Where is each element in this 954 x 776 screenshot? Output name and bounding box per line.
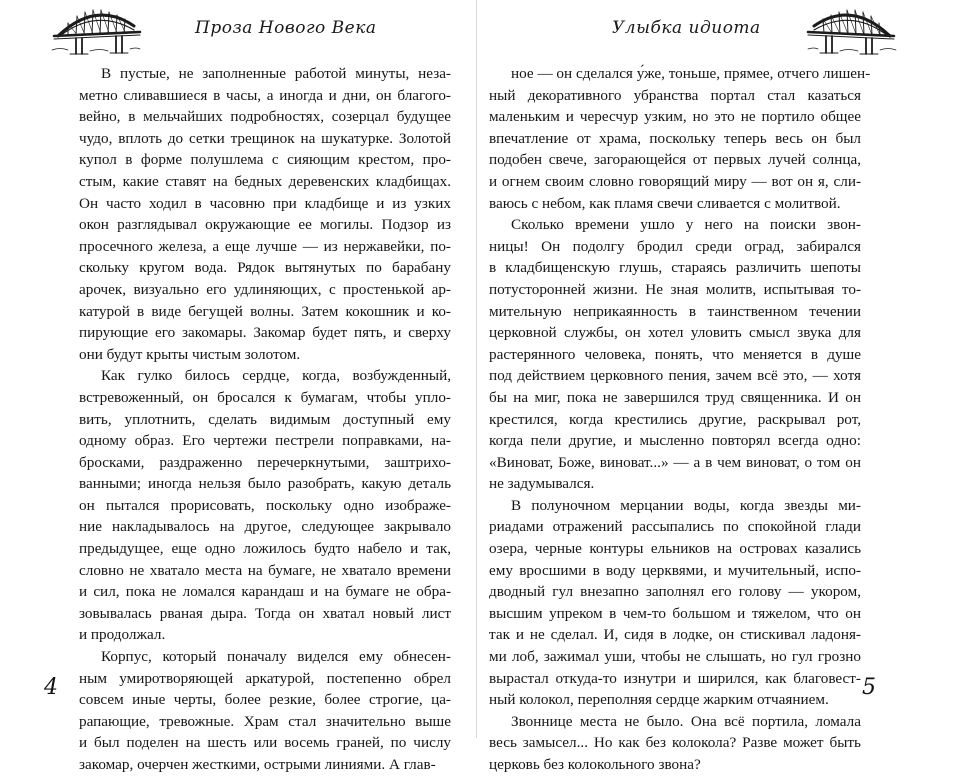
- text-line: предыдущее, еще одно ложилось будто набело и так,: [79, 540, 451, 558]
- text-line: ванными; иногда нельзя было разобрать, какую деталь: [79, 475, 451, 493]
- text-line: ным умиротворяющей аркатурой, постепенно обрел: [79, 669, 451, 687]
- text-line: высшим упреком в чем-то большом и тяжелом, что он: [489, 604, 861, 622]
- paragraph: [489, 214, 861, 495]
- text-line: бы на миг, пока не завершился труд священника. И он: [489, 388, 861, 406]
- text-line: в кладбищенскую глушь, стараясь различить шепоты: [489, 259, 861, 277]
- running-head-right: Улыбка идиота: [612, 18, 761, 38]
- page-number-right: 5: [862, 675, 876, 700]
- paragraph: [79, 646, 451, 776]
- text-line: не задумывался.: [489, 475, 595, 493]
- text-line: потусторонней жизни. Не зная молитв, испытывая то-: [489, 280, 861, 298]
- bridge-icon: [50, 2, 142, 56]
- text-line: ный колокол, переполняя сердце жарким отчаянием.: [489, 691, 829, 709]
- text-line: мительную неприкаянность в таинственном течении: [489, 302, 861, 320]
- text-line: Сколько времени ушло у него на поиски звон-: [511, 216, 861, 234]
- text-line: вейно, в мельчайших подробностях, созерцал будущее: [79, 108, 451, 126]
- text-line: ный декоративного убранства портал стал казаться: [489, 86, 861, 104]
- text-line: церковь без колокольного звона?: [489, 756, 701, 773]
- text-line: арочек, визуально его удлиняющих, с простенькой ар-: [79, 280, 451, 298]
- paragraph: [79, 63, 451, 365]
- text-line: впечатление от храма, поскольку теперь весь он был: [489, 129, 861, 147]
- page-number-left: 4: [44, 675, 58, 700]
- text-line: закомар, очерчен жесткими, острыми линиями. А глав-: [79, 756, 436, 773]
- text-line: одному образ. Его чертежи пестрели поправками, на-: [79, 432, 451, 450]
- text-line: Звоннице места не было. Она всё портила, ломала: [511, 712, 861, 730]
- text-line: окон разглядывал окружающие ее могилы. Подзор из: [79, 216, 451, 234]
- running-head-left: Проза Нового Века: [195, 18, 377, 38]
- text-line: ние накладывалось на другое, следующее закрывало: [79, 518, 451, 536]
- text-line: метно сливавшиеся в часы, а иногда и дни, он благого-: [79, 86, 451, 104]
- right-page-text: [489, 63, 871, 776]
- text-line: крестился, когда крестились другие, раскрывал рот,: [489, 410, 861, 428]
- text-line: маленьким и чересчур узким, но это не портило общее: [489, 108, 861, 126]
- bridge-icon: [806, 2, 898, 56]
- text-line: ницы! Он подолгу бродил среди оград, забирался: [489, 237, 861, 255]
- text-line: риадами отражений рассыпались по спокойной глади: [489, 518, 861, 536]
- text-line: ми лоб, зажимал уши, чтобы не слышать, но гул грозно: [489, 648, 861, 666]
- text-line: озера, черные контуры ельников на островах казались: [489, 540, 861, 558]
- paragraph: [489, 495, 861, 711]
- text-line: и продолжал.: [79, 626, 166, 644]
- text-line: так и не сделал. И, сидя в лодке, он стискивал ладоня-: [489, 626, 861, 644]
- text-line: они будут крыты чистым золотом.: [79, 345, 301, 363]
- text-line: ваюсь с небом, как пламя свечи сливается с молитвой.: [489, 194, 841, 212]
- text-line: он пытался прорисовать, поскольку одно изображе-: [79, 496, 451, 514]
- text-line: дводный гул внезапно заполнял его голову — укором,: [489, 583, 861, 601]
- text-line: под действием церковного пения, зачем всё это, — хотя: [489, 367, 861, 385]
- text-line: пирующие его закомары. Закомар будет пять, и сверху: [79, 324, 451, 342]
- text-line: рапающие, тревожные. Храм стал значительно выше: [79, 712, 451, 730]
- text-line: и огнем своим словно говорящий миру — вот он я, сли-: [489, 172, 861, 190]
- text-line: совсем иные черты, более резкие, более строгие, ца-: [79, 691, 451, 709]
- text-line: вить, уплотнить, сделать видимым доступный ему: [79, 410, 451, 428]
- left-page-text: [79, 63, 451, 776]
- paragraph: [79, 365, 451, 646]
- text-line: «Виноват, Боже, виноват...» — а в чем виноват, о том он: [489, 453, 861, 471]
- text-line: В пустые, не заполненные работой минуты, неза-: [101, 65, 451, 82]
- text-line: ное — он сделался у́же, тоньше, прямее, отчего лишен-: [511, 65, 871, 82]
- text-line: встревоженный, он бросался к бумагам, чтобы упло-: [79, 388, 451, 406]
- text-line: бросками, раздраженно перечеркнутыми, заштрихо-: [79, 453, 451, 471]
- text-line: Он часто ходил в часовню при кладбище и из узких: [79, 194, 451, 212]
- text-line: когда пели другие, и мысленно повторял всегда одно:: [489, 432, 861, 450]
- text-line: и сил, пока не ломался карандаш и на бумаге не обра-: [79, 583, 451, 601]
- text-line: Как гулко билось сердце, когда, возбужденный,: [101, 367, 451, 385]
- text-line: вырастал откуда-то изнутри и ширился, как благовест-: [489, 669, 861, 687]
- text-line: Корпус, который поначалу виделся ему обнесен-: [101, 648, 451, 666]
- text-line: подобен свече, загорающейся от первых лучей солнца,: [489, 151, 861, 169]
- text-line: церковной службы, он хотел уловить смысл звука для: [489, 324, 861, 342]
- text-line: стым, какие ставят на бедных деревенских кладбищах.: [79, 172, 451, 190]
- text-line: катурой в виде бегущей волны. Затем кокошник и ко-: [79, 302, 451, 320]
- text-line: зовывалась рваная дыра. Тогда он хватал новый лист: [79, 604, 451, 622]
- text-line: растерянного человека, понять, что меняется в душе: [489, 345, 861, 363]
- paragraph: [489, 711, 861, 776]
- text-line: весь замысел... Но как без колокола? Разве может быть: [489, 734, 861, 752]
- text-line: ему вросшими в воду церквями, и мучительный, испо-: [489, 561, 861, 579]
- text-line: В полуночном мерцании воды, когда звезды ми-: [511, 496, 861, 514]
- text-line: просечного железа, а еще лучше — из нержавейки, по-: [79, 237, 451, 255]
- text-line: словно не хватало места на бумаге, не хватало времени: [79, 561, 451, 579]
- paragraph: [489, 63, 871, 214]
- text-line: и был поделен на шесть или восемь граней, по числу: [79, 734, 451, 752]
- text-line: чудо, вплоть до сетки трещинок на шукатурке. Золотой: [79, 129, 451, 147]
- book-spine: [476, 0, 477, 738]
- text-line: купол в форме полушлема с сияющим крестом, про-: [79, 151, 451, 169]
- text-line: скольку кругом вода. Рядок вытянутых по барабану: [79, 259, 451, 277]
